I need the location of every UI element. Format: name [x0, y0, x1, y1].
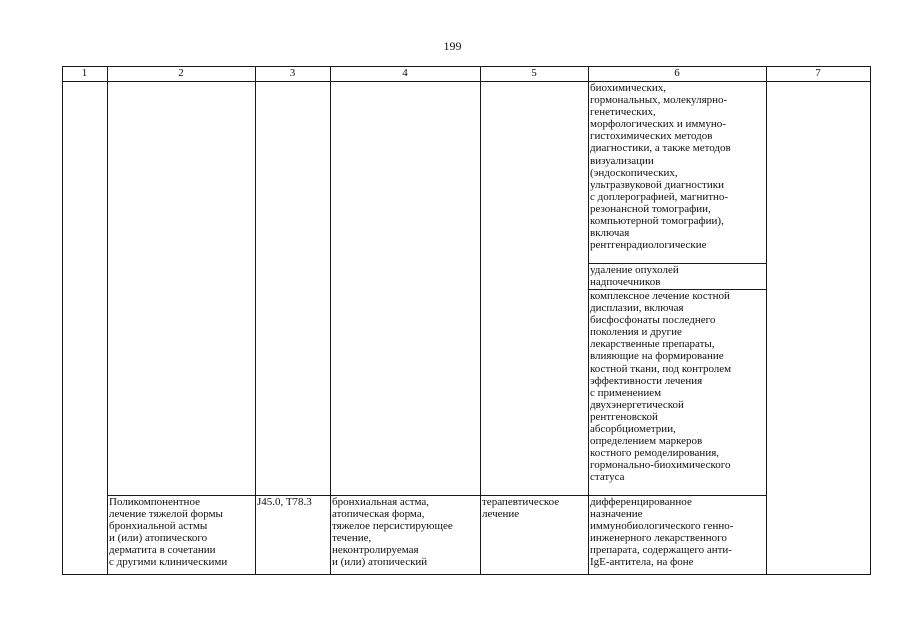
- patient-model-cell: бронхиальная астма, атопическая форма, тяжелое персистирующее течение, неконтролируемая и (или) атопический: [332, 496, 453, 569]
- column-header: 5: [531, 67, 537, 79]
- treatment-method-cell: дифференцированное назначение иммунобиологического генно- инженерного лекарственного препарата, содержащего анти- IgE-антитела, на фоне: [590, 496, 734, 569]
- column-divider: [330, 66, 331, 575]
- column-divider: [480, 66, 481, 575]
- column-header: 7: [815, 67, 821, 79]
- column-header: 4: [402, 67, 408, 79]
- column-divider: [255, 66, 256, 575]
- table-border-right: [870, 66, 871, 575]
- page-number: 199: [443, 39, 462, 53]
- column-header: 2: [178, 67, 184, 79]
- adrenal-tumor-removal-cell: удаление опухолей надпочечников: [590, 264, 679, 289]
- column-header: 1: [81, 67, 88, 79]
- table-border-left: [62, 66, 63, 575]
- treatment-kind-cell: терапевтическое лечение: [482, 496, 560, 521]
- column-header: 6: [674, 67, 680, 79]
- column-divider: [107, 66, 108, 575]
- table-border-bottom: [62, 574, 871, 575]
- column-divider: [766, 66, 767, 575]
- treatment-type-cell: Поликомпонентное лечение тяжелой формы бронхиальной астмы и (или) атопического дерматита в сочетании с другими клиническими: [109, 496, 228, 569]
- bone-dysplasia-treatment-cell: комплексное лечение костной дисплазии, включая бисфосфонаты последнего поколения и другие лекарственные препараты, влияющие на формирование костной ткани, под контролем эффективности лечения с применением двухэнергетической рентгеновской абсорбциометрии, определением маркеров костного ремоделирования, гормонально-биохимического статуса: [590, 290, 732, 484]
- icd-code-cell: J45.0, T78.3: [257, 496, 312, 508]
- diagnostics-methods-cell: биохимических, гормональных, молекулярно- генетических, морфологических и иммуно- гистохимических методов диагностики, а также методов визуализации (эндоскопических, ультразвуковой диагностики с доплерографией, магнитно- резонансной томографии, компьютерной томографии), включая рентгенрадиологические: [590, 82, 731, 252]
- column-divider: [588, 66, 589, 575]
- column-header: 3: [289, 67, 296, 79]
